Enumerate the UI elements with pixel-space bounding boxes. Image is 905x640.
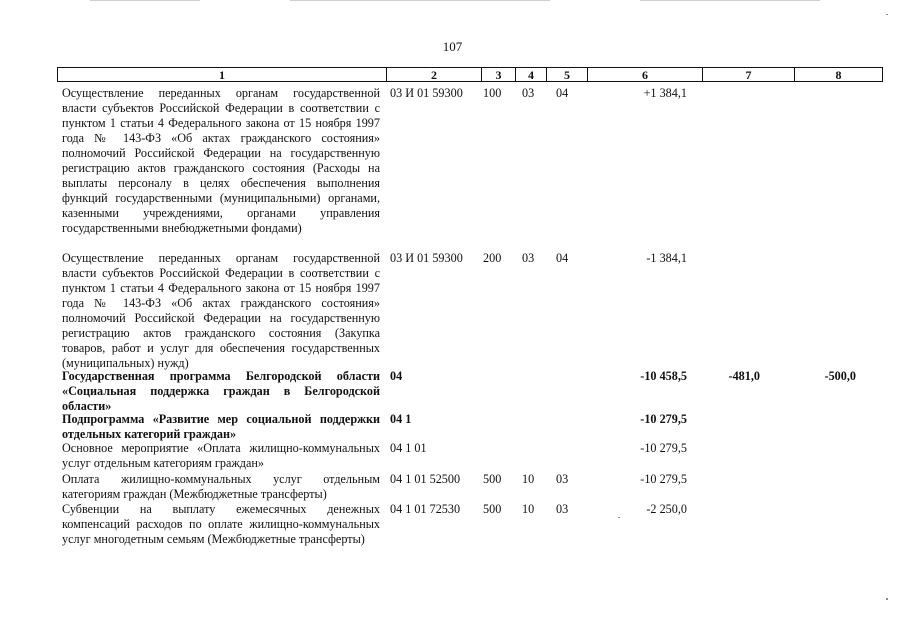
row-description: Подпрограмма «Развитие мер социальной поддержки отдельных категорий граждан» xyxy=(62,412,380,441)
row-sum-col6: -2 250,0 xyxy=(646,502,687,516)
row-section: 03 xyxy=(522,86,535,100)
header-col-8: 8 xyxy=(794,67,883,82)
header-col-3: 3 xyxy=(481,67,516,82)
row-target-code: 03 И 01 59300 xyxy=(390,86,463,100)
header-col-7: 7 xyxy=(702,67,795,82)
header-col-2: 2 xyxy=(386,67,482,82)
page-number: 107 xyxy=(442,39,463,54)
row-section: 03 xyxy=(522,251,535,265)
header-col-5: 5 xyxy=(546,67,588,82)
row-description: Оплата жилищно-коммунальных услуг отдельным категориям граждан (Межбюджетные трансферты) xyxy=(62,472,380,501)
row-description: Осуществление переданных органам государственной власти субъектов Российской Федерации в соответствии с пунктом 1 статьи 4 Федерального закона от 15 ноября 1997 года № 143-ФЗ «Об актах гражданского состояния» полномочий Российской Федерации на государственную регистрацию актов гражданского состояния (Расходы на выплаты персоналу в целях обеспечения выполнения функций государственными (муниципальными) органами, казенными учреждениями, органами управления государственными внебюджетными фондами) xyxy=(62,86,380,235)
row-section: 10 xyxy=(522,502,535,516)
row-target-code: 04 xyxy=(390,369,403,383)
row-description: Субвенции на выплату ежемесячных денежных компенсаций расходов по оплате жилищно-коммунальных услуг многодетным семьям (Межбюджетные трансферты) xyxy=(62,502,380,546)
row-section: 10 xyxy=(522,472,535,486)
row-description: Государственная программа Белгородской области «Социальная поддержка граждан в Белгородской области» xyxy=(62,369,380,413)
row-target-code: 03 И 01 59300 xyxy=(390,251,463,265)
row-target-code: 04 1 01 72530 xyxy=(390,502,461,516)
scan-edge-line xyxy=(90,0,200,1)
row-sum-col6: +1 384,1 xyxy=(643,86,687,100)
row-description: Основное мероприятие «Оплата жилищно-коммунальных услуг отдельным категориям граждан» xyxy=(62,441,380,470)
row-subsection: 03 xyxy=(556,502,569,516)
row-subsection: 04 xyxy=(556,251,569,265)
scan-speck xyxy=(618,517,620,518)
header-col-4: 4 xyxy=(515,67,547,82)
row-expense-type: 500 xyxy=(483,502,502,516)
row-sum-col7: -481,0 xyxy=(728,369,760,383)
row-expense-type: 200 xyxy=(483,251,502,265)
row-sum-col6: -10 458,5 xyxy=(640,369,687,383)
row-sum-col6: -10 279,5 xyxy=(640,472,687,486)
row-expense-type: 500 xyxy=(483,472,502,486)
scan-edge-line xyxy=(290,0,550,1)
header-col-6: 6 xyxy=(587,67,703,82)
row-sum-col8: -500,0 xyxy=(824,369,856,383)
row-sum-col6: -10 279,5 xyxy=(640,441,687,455)
row-sum-col6: -1 384,1 xyxy=(646,251,687,265)
row-subsection: 03 xyxy=(556,472,569,486)
scan-edge-line xyxy=(640,0,820,1)
row-target-code: 04 1 xyxy=(390,412,412,426)
row-subsection: 04 xyxy=(556,86,569,100)
scan-speck xyxy=(886,598,888,600)
row-expense-type: 100 xyxy=(483,86,502,100)
row-target-code: 04 1 01 52500 xyxy=(390,472,461,486)
row-description: Осуществление переданных органам государственной власти субъектов Российской Федерации в соответствии с пунктом 1 статьи 4 Федерального закона от 15 ноября 1997 года № 143-ФЗ «Об актах гражданского состояния» полномочий Российской Федерации на государственную регистрацию актов гражданского состояния (Закупка товаров, работ и услуг для обеспечения государственных (муниципальных) нужд) xyxy=(62,251,380,370)
row-sum-col6: -10 279,5 xyxy=(640,412,687,426)
scan-speck xyxy=(886,14,888,15)
header-col-1: 1 xyxy=(57,67,387,82)
row-target-code: 04 1 01 xyxy=(390,441,427,455)
